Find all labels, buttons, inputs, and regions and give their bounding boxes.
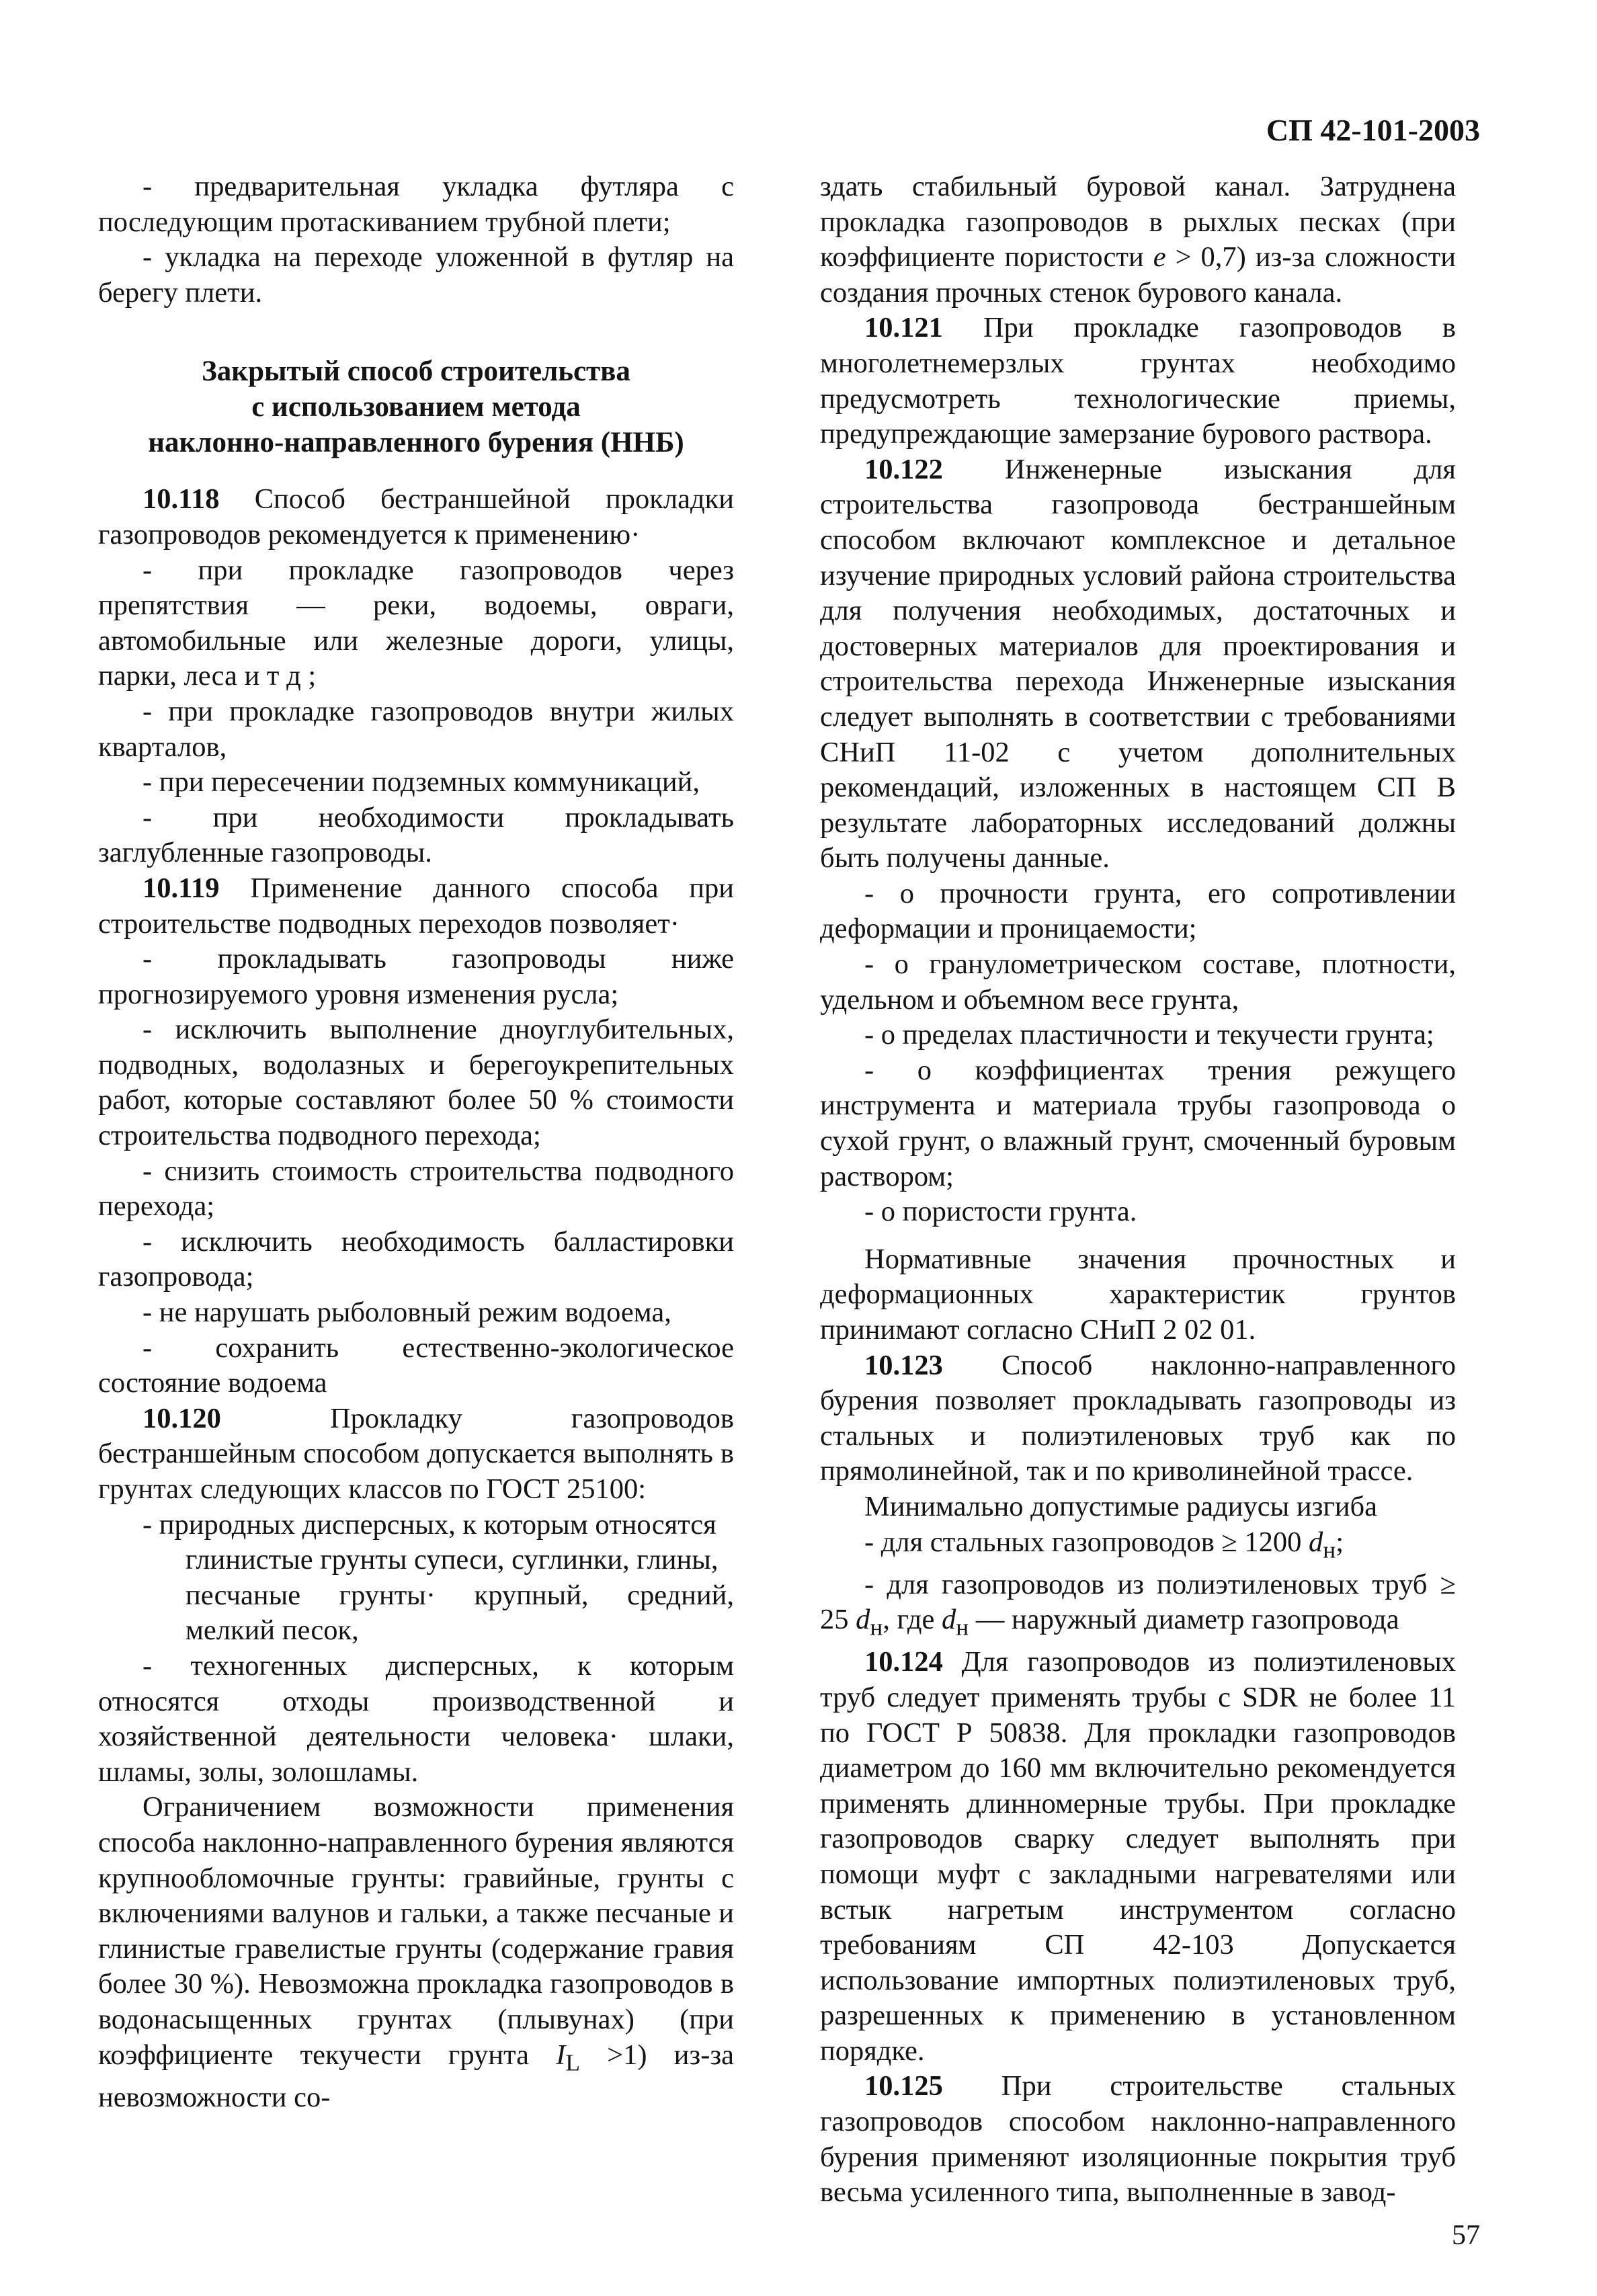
clause-text: Прокладку газопроводов бестраншейным способом допускается выполнять в грунтах следующих классов по ГОСТ 25100: — [98, 1402, 734, 1505]
list-item: - исключить необходимость балластировки газопровода; — [98, 1225, 734, 1293]
sub-list-item: песчаные грунты· крупный, средний, мелкий песок, — [186, 1579, 734, 1647]
variable: d — [856, 1604, 870, 1636]
right-column — [820, 169, 1456, 2211]
list-item: - прокладывать газопроводы ниже прогнозируемого уровня изменения русла; — [98, 943, 734, 1010]
variable: I — [556, 2039, 566, 2071]
section-heading — [98, 354, 734, 460]
clause-10-122 — [820, 452, 1456, 876]
text-run: ; — [1336, 1526, 1344, 1558]
clause-number: 10.118 — [142, 483, 220, 516]
list-item: - при прокладке газопроводов внутри жилых кварталов, — [98, 695, 734, 763]
heading-line: с использованием метода — [251, 391, 581, 423]
list-item: - о пористости грунта. — [864, 1196, 1137, 1228]
clause-text: При строительстве стальных газопроводов способом наклонно-направленного бурения применяют изоляционные покрытия труб весьма усиленного типа, выполненные в завод- — [820, 2070, 1456, 2209]
clause-10-118 — [98, 482, 734, 552]
list-item: - о прочности грунта, его сопротивлении деформации и проницаемости; — [820, 877, 1456, 945]
list-item: - о пределах пластичности и текучести грунта; — [864, 1019, 1434, 1051]
limits-paragraph — [98, 1790, 734, 2115]
radius-intro: Минимально допустимые радиусы изгиба — [864, 1490, 1378, 1522]
list-item: - снизить стоимость строительства подводного перехода; — [98, 1155, 734, 1223]
sub-list-item: глинистые грунты супеси, суглинки, глины, — [186, 1544, 719, 1576]
clause-10-125 — [820, 2069, 1456, 2210]
text-run: - для газопроводов из полиэтиленовых труб ≥ 25 — [820, 1568, 1456, 1636]
list-item: - о коэффициентах трения режущего инструмента и материала трубы газопровода о сухой грунт, о влажный грунт, смоченный буровым раствором; — [820, 1054, 1456, 1192]
normative-paragraph: Нормативные значения прочностных и деформационных характеристик грунтов принимают согласно СНиП 2 02 01. — [820, 1243, 1456, 1346]
clause-text: Способ наклонно-направленного бурения позволяет прокладывать газопроводы из стальных и полиэтиленовых труб как по прямолинейной, так и по криволинейной трассе. — [820, 1349, 1456, 1487]
text-run: Ограничением возможности применения способа наклонно-направленного бурения являются крупнообломочные грунты: гравийные, грунты с включениями валунов и гальки, а также песчаные и глинистые гравелистые грунты (содержание гравия более 30 %). Невозможна прокладка газопроводов в водонасыщенных грунтах (плывунах) (при коэффициенте текучести грунта — [98, 1791, 734, 2071]
clause-10-124 — [820, 1645, 1456, 2069]
list-item: - техногенных дисперсных, к которым относятся отходы производственной и хозяйственной деятельности человека· шлаки, шламы, золы, золошламы. — [98, 1649, 734, 1788]
clause-text: Способ бестраншейной прокладки газопроводов рекомендуется к применению· — [98, 483, 734, 550]
document-code: СП 42-101-2003 — [1266, 113, 1480, 147]
list-item: - предварительная укладка футляра с последующим протаскиванием трубной плети; — [98, 171, 734, 238]
clause-text: Инженерные изыскания для строительства газопровода бестраншейным способом включают комплексное и детальное изучение природных условий района строительства для получения необходимых, достаточных и достоверных материалов для проектирования и строительства перехода Инженерные изыскания следует выполнять в соответствии с требованиями СНиП 11-02 с учетом дополнительных рекомендаций, изложенных в настоящем СП В результате лабораторных исследований должны быть получены данные. — [820, 453, 1456, 874]
variable: e — [1153, 241, 1166, 274]
clause-number: 10.122 — [864, 453, 943, 485]
clause-number: 10.121 — [864, 312, 943, 344]
list-item: - не нарушать рыболовный режим водоема, — [142, 1297, 671, 1329]
list-item — [820, 1567, 1456, 1645]
variable: d — [942, 1604, 956, 1636]
text-run: >1) из-за невозможности со- — [98, 2039, 734, 2113]
list-item: - укладка на переходе уложенной в футляр на берегу плети. — [98, 241, 734, 309]
clause-10-119 — [98, 871, 734, 942]
page-number: 57 — [1452, 2220, 1480, 2251]
list-item: - при необходимости прокладывать заглубленные газопроводы. — [98, 801, 734, 869]
heading-line: наклонно-направленного бурения (ННБ) — [148, 427, 684, 459]
list-item: - о гранулометрическом составе, плотности, удельном и объемном весе грунта, — [820, 948, 1456, 1016]
clause-number: 10.120 — [142, 1402, 221, 1434]
text-run: , где — [883, 1604, 942, 1636]
left-column — [98, 169, 734, 2115]
variable-subscript: н — [870, 1613, 883, 1641]
variable: d — [1309, 1526, 1323, 1558]
continuation-paragraph — [820, 169, 1456, 311]
clause-text: Применение данного способа при строительстве подводных переходов позволяет· — [98, 872, 734, 940]
clause-number: 10.125 — [864, 2070, 943, 2102]
text-run: - для стальных газопроводов ≥ 1200 — [864, 1526, 1309, 1558]
clause-10-120 — [98, 1401, 734, 1508]
text-run: здать стабильный буровой канал. Затруднена прокладка газопроводов в рыхлых песках (при коэффициенте пористости — [820, 171, 1456, 274]
list-item: - сохранить естественно-экологическое состояние водоема — [98, 1331, 734, 1399]
heading-line: Закрытый способ строительства — [202, 356, 630, 388]
clause-10-121 — [820, 311, 1456, 452]
clause-number: 10.124 — [864, 1646, 943, 1678]
text-run: — наружный диаметр газопровода — [969, 1604, 1399, 1636]
clause-text: При прокладке газопроводов в многолетнемерзлых грунтах необходимо предусмотреть технологические приемы, предупреждающие замерзание бурового раствора. — [820, 312, 1456, 450]
variable-subscript: н — [1323, 1536, 1336, 1563]
clause-text: Для газопроводов из полиэтиленовых труб следует применять трубы с SDR не более 11 по ГОСТ Р 50838. Для прокладки газопроводов диаметром до 160 мм включительно рекомендуется применять длинномерные трубы. При прокладке газопроводов сварку следует выполнять при помощи муфт с закладными нагревателями или встык нагретым инструментом согласно требованиям СП 42-103 Допускается использование импортных полиэтиленовых труб, разрешенных к применению в установленном порядке. — [820, 1646, 1456, 2067]
variable-subscript: L — [565, 2049, 580, 2076]
clause-number: 10.119 — [142, 872, 220, 904]
clause-10-123 — [820, 1348, 1456, 1489]
list-item: - при пересечении подземных коммуникаций, — [142, 766, 700, 798]
variable-subscript: н — [956, 1613, 969, 1641]
list-item: - при прокладке газопроводов через препятствия — реки, водоемы, овраги, автомобильные или железные дороги, улицы, парки, леса и т д ; — [98, 554, 734, 692]
text-run: > 0,7) из-за сложности создания прочных стенок бурового канала. — [820, 241, 1456, 309]
clause-number: 10.123 — [864, 1349, 943, 1381]
list-item: - природных дисперсных, к которым относятся — [142, 1508, 716, 1541]
list-item: - исключить выполнение дноуглубительных, подводных, водолазных и берегоукрепительных работ, которые составляют более 50 % стоимости строительства подводного перехода; — [98, 1014, 734, 1152]
list-item — [820, 1525, 1456, 1567]
